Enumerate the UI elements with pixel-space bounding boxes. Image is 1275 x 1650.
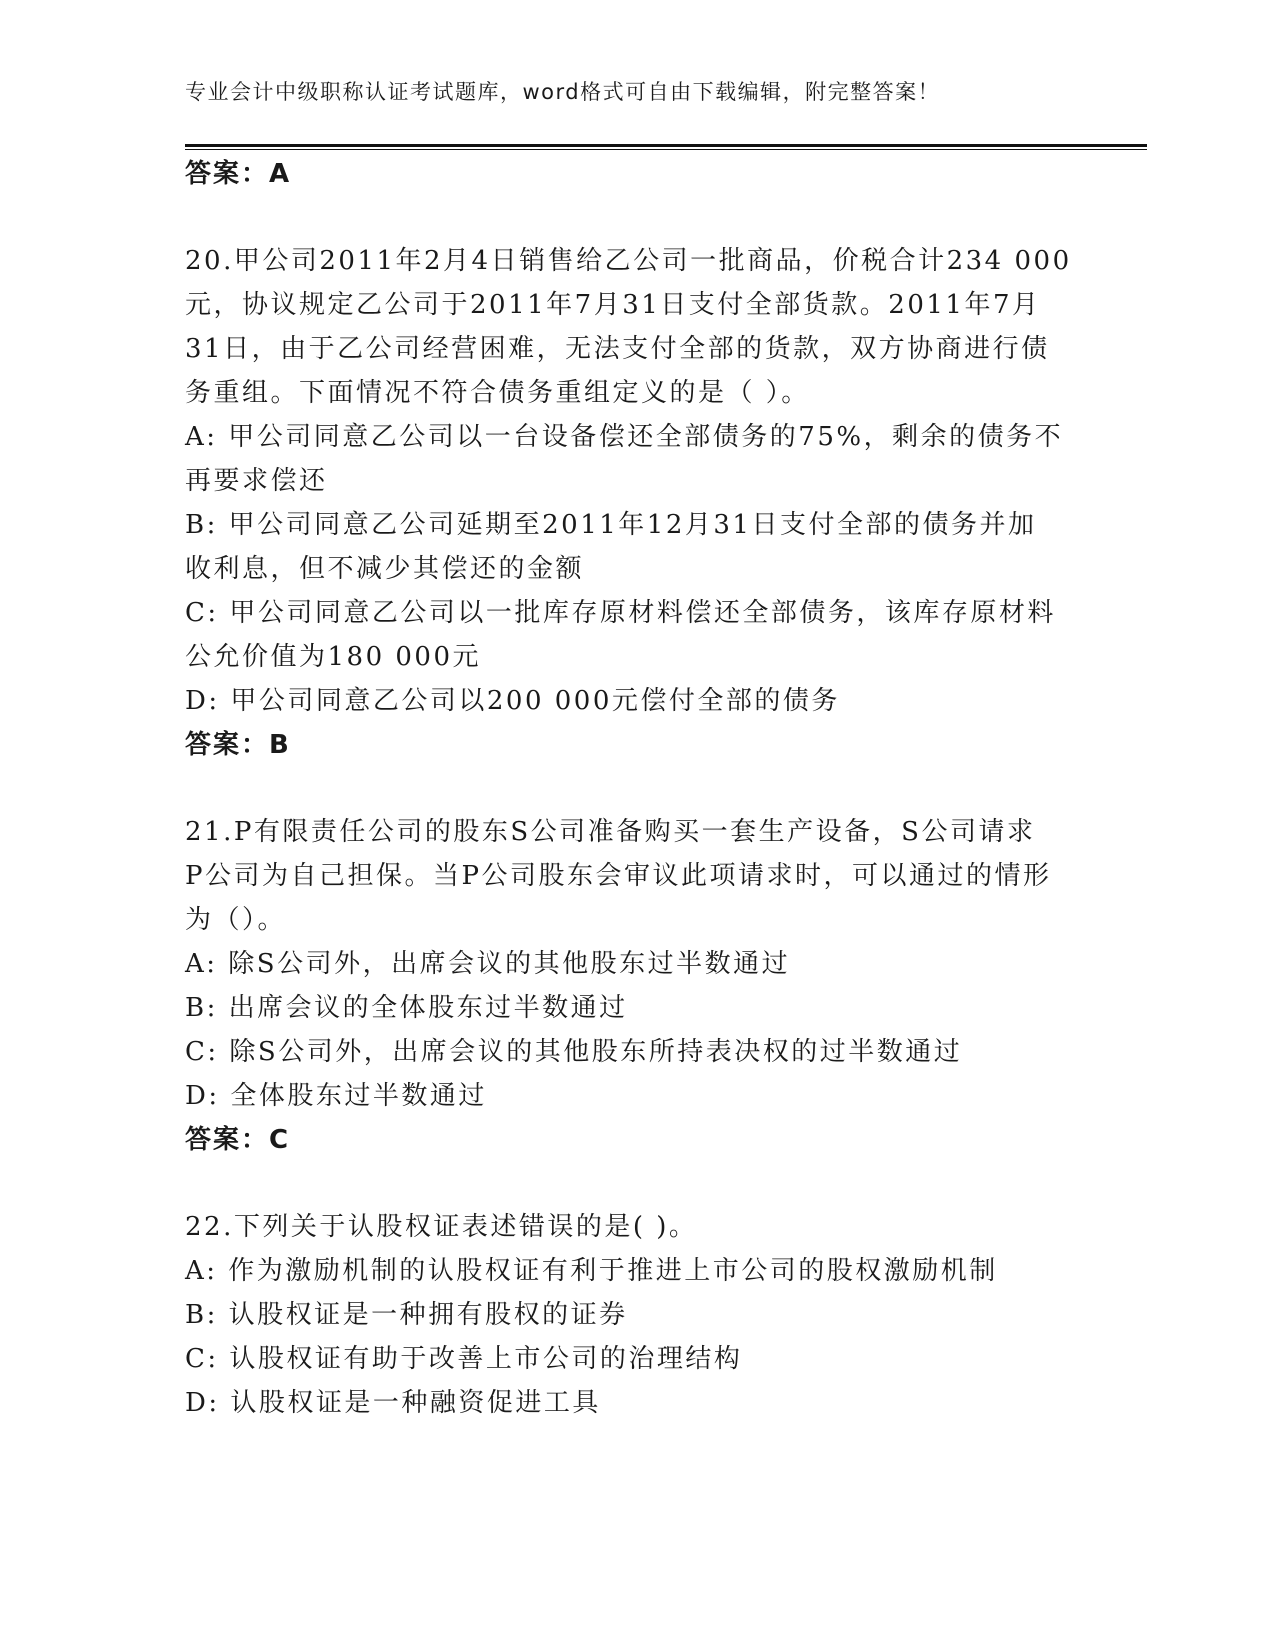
question-22-option-a: A: 作为激励机制的认股权证有利于推进上市公司的股权激励机制 [185,1256,998,1286]
question-22-option-b: B: 认股权证是一种拥有股权的证券 [185,1300,628,1330]
question-21-option-d: D: 全体股东过半数通过 [185,1081,487,1111]
question-20-option-a-cont: 再要求偿还 [185,466,328,496]
question-22-option-d: D: 认股权证是一种融资促进工具 [185,1388,601,1418]
question-20-option-b-cont: 收利息，但不减少其偿还的金额 [185,554,585,584]
question-21-option-b: B: 出席会议的全体股东过半数通过 [185,993,628,1023]
question-20-option-d: D: 甲公司同意乙公司以200 000元偿付全部的债务 [185,686,840,716]
question-21-answer: 答案：C [185,1125,291,1155]
question-20-option-c-cont: 公允价值为180 000元 [185,642,482,672]
question-21-line-3: 为（）。 [185,905,287,935]
question-21-option-a: A: 除S公司外，出席会议的其他股东过半数通过 [185,949,791,979]
question-20-line-3: 31日，由于乙公司经营困难，无法支付全部的货款，双方协商进行债 [185,334,1050,364]
question-21-line-2: P公司为自己担保。当P公司股东会审议此项请求时，可以通过的情形 [185,861,1052,891]
question-20-answer: 答案：B [185,730,291,760]
question-20-line-2: 元，协议规定乙公司于2011年7月31日支付全部货款。2011年7月 [185,290,1041,320]
question-20-option-c: C: 甲公司同意乙公司以一批库存原材料偿还全部债务，该库存原材料 [185,598,1056,628]
question-21-option-c: C: 除S公司外，出席会议的其他股东所持表决权的过半数通过 [185,1037,963,1067]
question-20-line-1: 20.甲公司2011年2月4日销售给乙公司一批商品，价税合计234 000 [185,246,1072,276]
header-rule-thick [185,144,1147,147]
question-22-line-1: 22.下列关于认股权证表述错误的是( )。 [185,1212,698,1242]
page-header: 专业会计中级职称认证考试题库，word格式可自由下载编辑，附完整答案！ [185,80,941,104]
header-rule-thin [185,149,1147,150]
question-20-option-b: B: 甲公司同意乙公司延期至2011年12月31日支付全部的债务并加 [185,510,1037,540]
question-22-option-c: C: 认股权证有助于改善上市公司的治理结构 [185,1344,743,1374]
question-21-line-1: 21.P有限责任公司的股东S公司准备购买一套生产设备，S公司请求 [185,817,1036,847]
question-20-option-a: A: 甲公司同意乙公司以一台设备偿还全部债务的75%，剩余的债务不 [185,422,1064,452]
answer-previous: 答案：A [185,159,292,189]
question-20-line-4: 务重组。下面情况不符合债务重组定义的是（ ）。 [185,378,810,408]
